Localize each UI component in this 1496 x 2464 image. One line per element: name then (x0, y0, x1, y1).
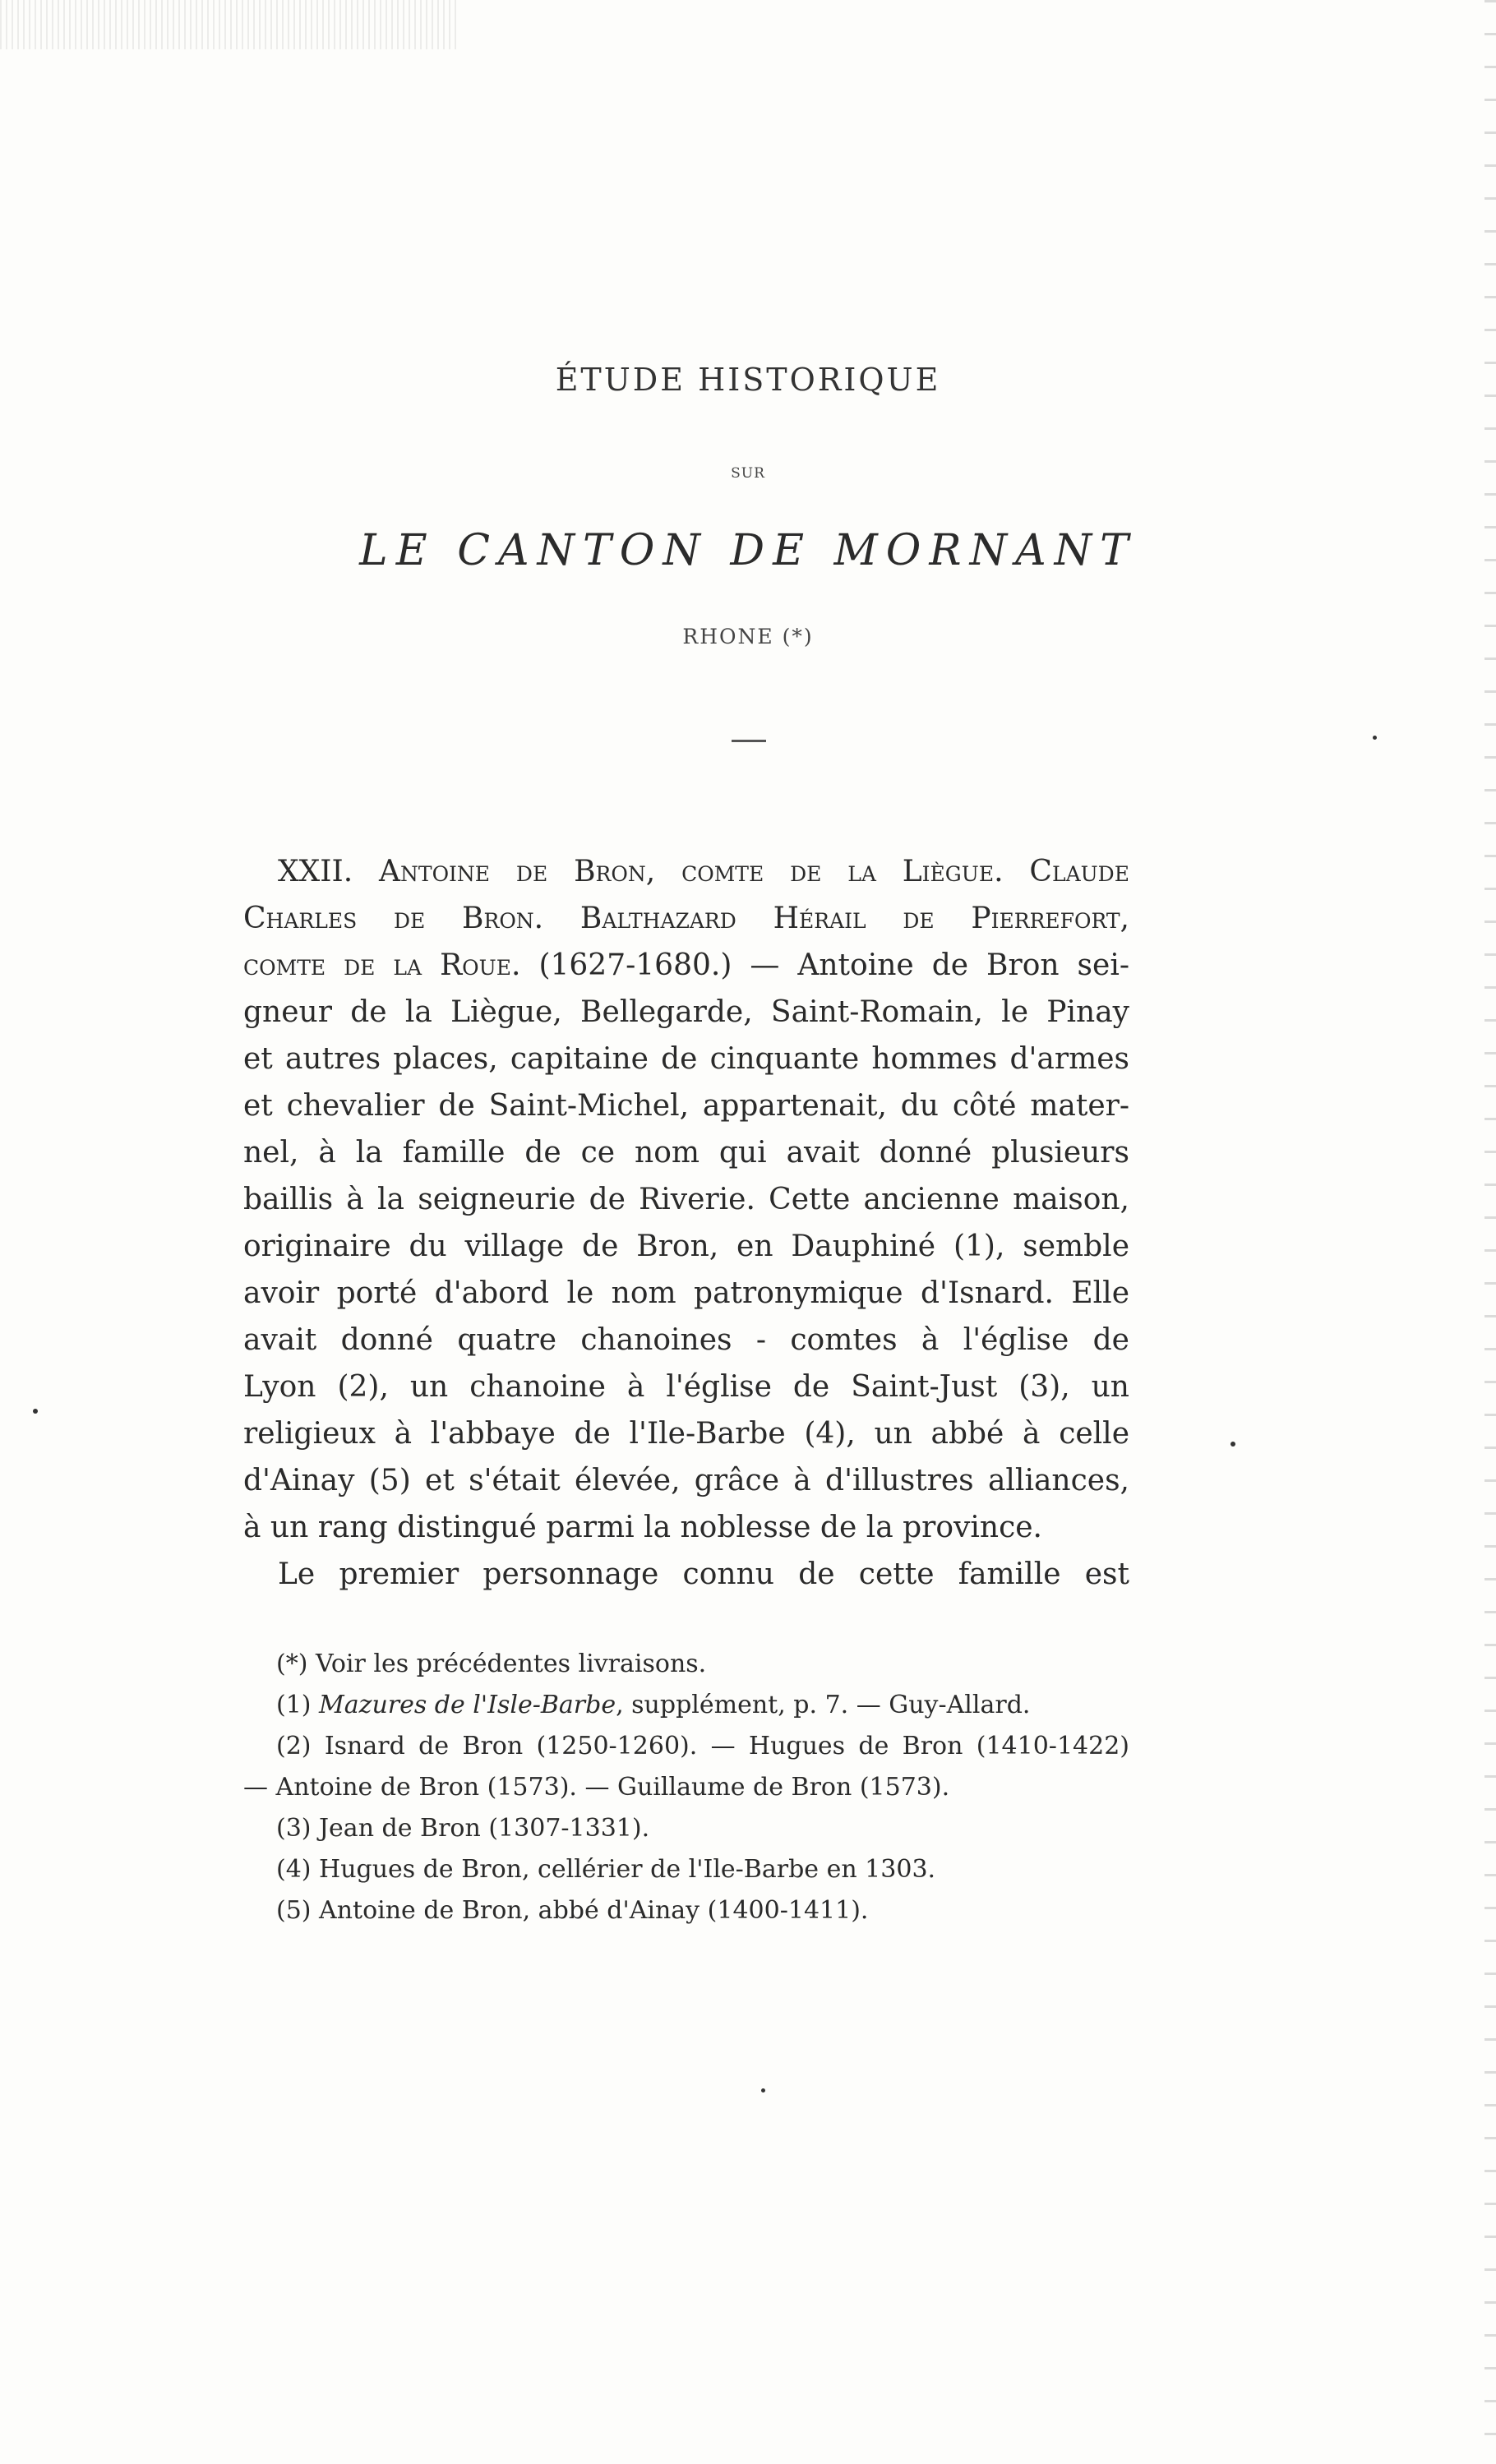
text-line (243, 895, 1129, 942)
page-title: ÉTUDE HISTORIQUE (555, 362, 941, 398)
section-rule (732, 740, 766, 742)
chapter-heading-part: comte de la Roue. (243, 948, 521, 982)
text-line (243, 848, 1129, 895)
footnote-title: Mazures de l'Isle-Barbe (319, 1691, 616, 1719)
footnote-text: , supplément, p. 7. — Guy-Allard. (616, 1691, 1031, 1719)
text-span: (1627-1680.) — Antoine de Bron sei- (520, 948, 1130, 982)
chapter-heading-part: Charles de Bron. Balthazard Hérail de Pierrefort, (243, 902, 1129, 935)
text-line: et autres places, capitaine de cinquante hommes d'armes (243, 1042, 1129, 1076)
region-label: RHONE (*) (682, 625, 814, 648)
text-line: avait donné quatre chanoines - comtes à l'église de (243, 1323, 1129, 1357)
footnote: (4) Hugues de Bron, cellérier de l'Ile-Barbe en 1303. (276, 1855, 936, 1884)
text-line: Le premier personnage connu de cette famille est (278, 1557, 1129, 1591)
chapter-number: XXII. (278, 855, 380, 888)
footnote-number: (1) (276, 1691, 320, 1719)
text-line: avoir porté d'abord le nom patronymique d'Isnard. Elle (243, 1276, 1129, 1310)
footnote: (2) Isnard de Bron (1250-1260). — Hugues de Bron (1410-1422) (276, 1732, 1129, 1760)
title-connector: SUR (731, 465, 765, 482)
footnote: — Antoine de Bron (1573). — Guillaume de Bron (1573). (243, 1773, 950, 1802)
scan-speck (1231, 1442, 1235, 1447)
footnote: (3) Jean de Bron (1307-1331). (276, 1814, 650, 1843)
footnote (243, 1685, 1129, 1726)
text-line: baillis à la seigneurie de Riverie. Cette ancienne maison, (243, 1183, 1129, 1216)
footnotes (243, 1644, 1129, 1931)
main-text (243, 848, 1129, 1598)
text-line (243, 942, 1129, 989)
text-line: d'Ainay (5) et s'était élevée, grâce à d'illustres alliances, (243, 1464, 1129, 1497)
footnote: (5) Antoine de Bron, abbé d'Ainay (1400-1411). (276, 1896, 869, 1925)
footnote: (*) Voir les précédentes livraisons. (276, 1650, 707, 1678)
text-line: et chevalier de Saint-Michel, appartenait, du côté mater- (243, 1089, 1129, 1123)
text-line: à un rang distingué parmi la noblesse de la province. (243, 1511, 1042, 1544)
scan-speck (761, 2088, 765, 2093)
text-line: religieux à l'abbaye de l'Ile-Barbe (4), un abbé à celle (243, 1417, 1129, 1451)
scan-edge-noise (0, 0, 460, 49)
scan-speck (1373, 736, 1377, 740)
text-line: nel, à la famille de ce nom qui avait donné plusieurs (243, 1136, 1129, 1170)
text-line: Lyon (2), un chanoine à l'église de Saint-Just (3), un (243, 1370, 1129, 1404)
text-line: originaire du village de Bron, en Dauphiné (1), semble (243, 1230, 1129, 1263)
text-line: gneur de la Liègue, Bellegarde, Saint-Romain, le Pinay (243, 995, 1129, 1029)
scan-speck (33, 1409, 38, 1414)
page-subtitle: LE CANTON DE MORNANT (359, 526, 1137, 575)
chapter-heading-part: Antoine de Bron, comte de la Liègue. Claude (379, 855, 1129, 888)
